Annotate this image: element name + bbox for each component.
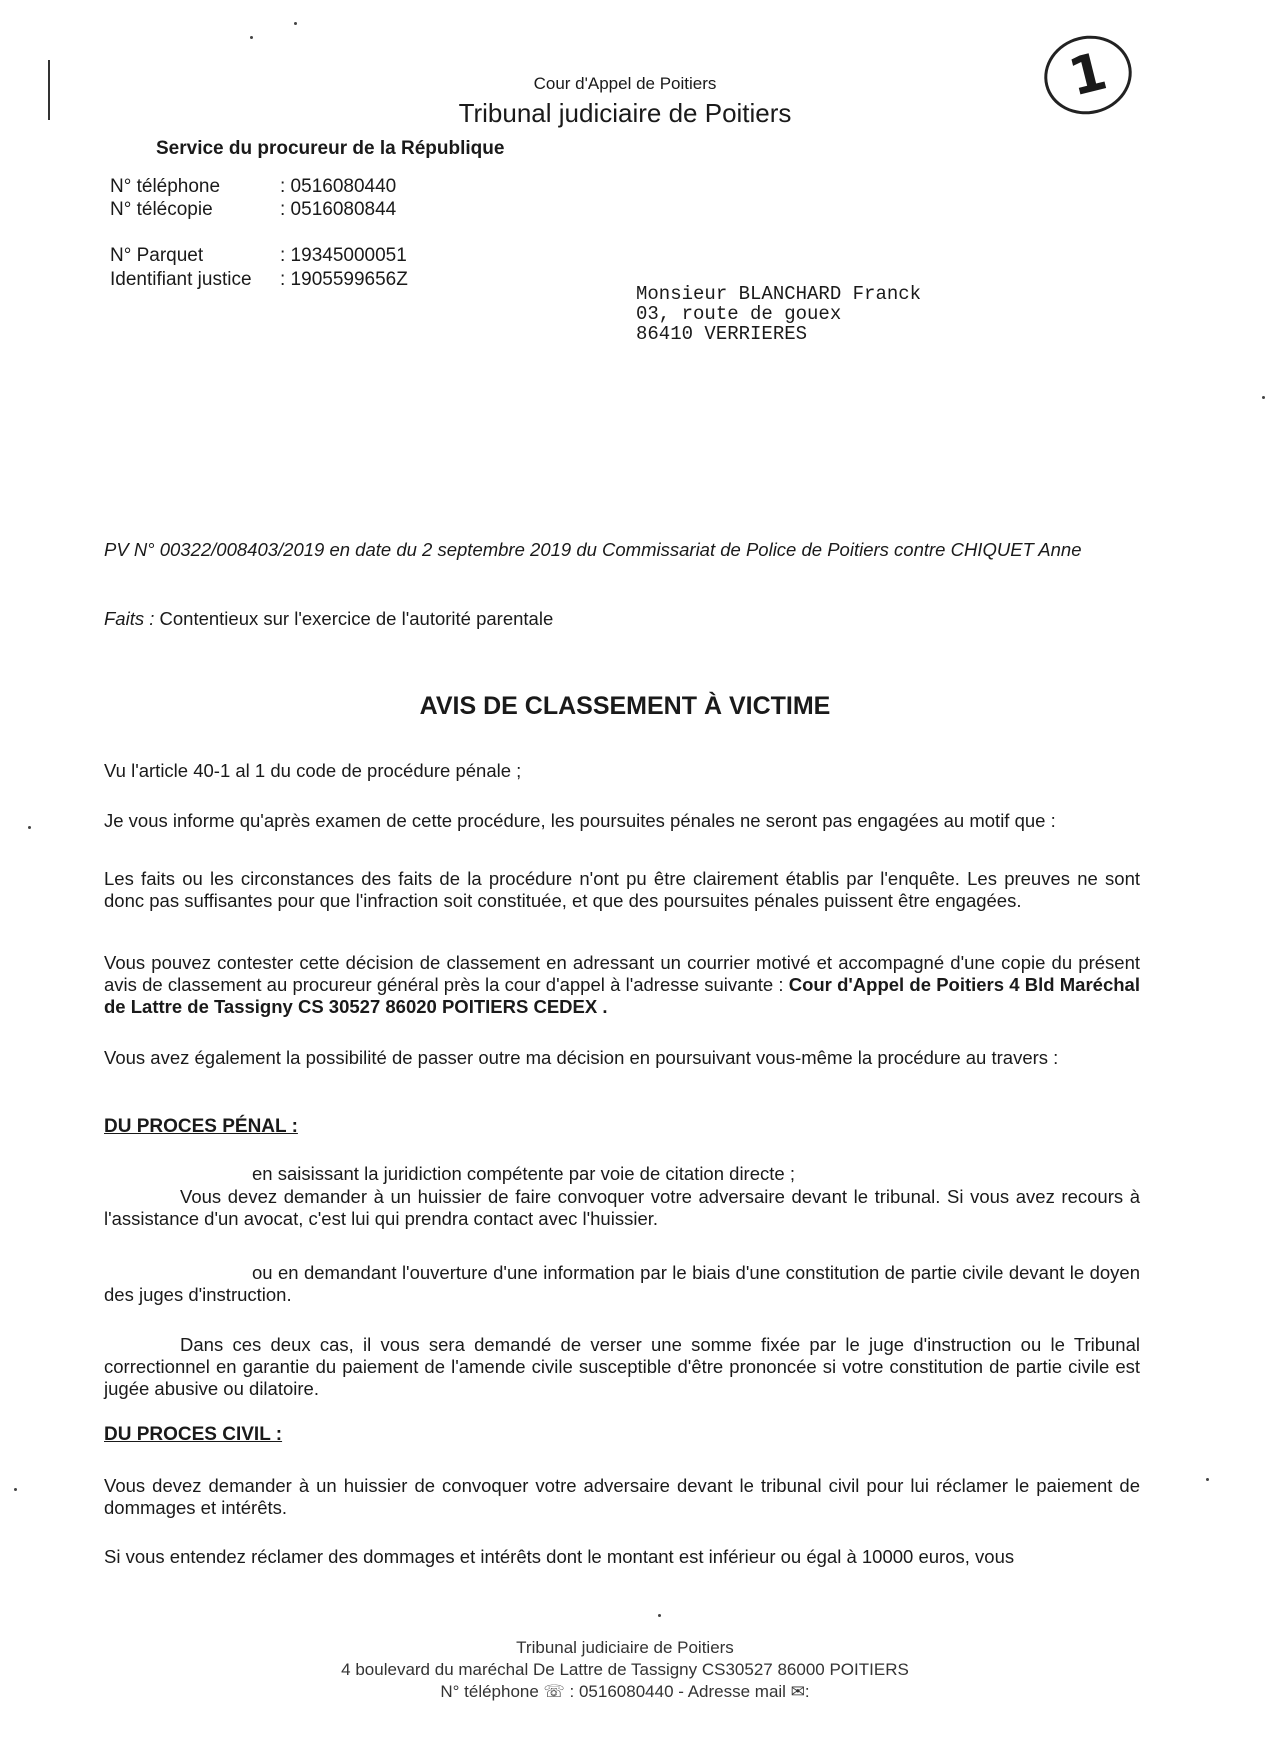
legal-basis: Vu l'article 40-1 al 1 du code de procédure pénale ; [104, 760, 522, 781]
penal-instruction: ou en demandant l'ouverture d'une information par le biais d'une constitution de partie civile devant le doyen des juges d'instruction. [104, 1262, 1140, 1305]
section-civil-heading: DU PROCES CIVIL : [104, 1424, 283, 1445]
civil-huissier: Vous devez demander à un huissier de convoquer votre adversaire devant le tribunal civil pour lui réclamer le paiement de dommages et intérêts. [104, 1475, 1140, 1518]
document-title: AVIS DE CLASSEMENT À VICTIME [419, 692, 831, 720]
penal-huissier: Vous devez demander à un huissier de faire convoquer votre adversaire devant le tribunal. Si vous avez recours à l'assistance d'un avocat, c'est lui qui prendra contact avec l'huissier. [104, 1186, 1140, 1229]
tribunal-name: Tribunal judiciaire de Poitiers [458, 98, 792, 128]
scan-speck [14, 1488, 17, 1491]
pv-reference: PV N° 00322/008403/2019 en date du 2 septembre 2019 du Commissariat de Police de Poitiers contre CHIQUET Anne [104, 539, 1082, 560]
scan-speck [1206, 1478, 1209, 1481]
faits-line [104, 608, 1140, 630]
phone-label: N° téléphone [110, 176, 221, 197]
recipient-name: Monsieur BLANCHARD Franck [636, 283, 922, 305]
footer-tribunal: Tribunal judiciaire de Poitiers [516, 1638, 734, 1657]
recipient-city: 86410 VERRIERES [636, 323, 808, 345]
penal-direct-citation: en saisissant la juridiction compétente par voie de citation directe ; [252, 1163, 795, 1184]
contest-text: Vous pouvez contester cette décision de classement en adressant un courrier motivé et accompagné d'une copie du présent avis de classement au procureur général près la cour d'appel à l'adresse suivante : [104, 952, 1140, 995]
scan-speck [658, 1614, 661, 1617]
parquet-value: : 19345000051 [280, 245, 407, 266]
faits-value: Contentieux sur l'exercice de l'autorité parentale [154, 608, 554, 629]
justice-id-value: : 1905599656Z [280, 269, 408, 290]
footer-contact: N° téléphone ☏ : 0516080440 - Adresse mail ✉: [440, 1682, 810, 1701]
page-number-mark: 1 [1036, 27, 1140, 124]
scan-speck [250, 36, 253, 39]
recipient-street: 03, route de gouex [636, 303, 842, 325]
penal-amende: Dans ces deux cas, il vous sera demandé de verser une somme fixée par le juge d'instruction ou le Tribunal correctionnel en garantie du paiement de l'amende civile susceptible d'être prononcée si votre constitution de partie civile est jugée abusive ou dilatoire. [104, 1334, 1140, 1399]
justice-id-label: Identifiant justice [110, 269, 252, 290]
scan-speck [294, 22, 297, 25]
civil-amount: Si vous entendez réclamer des dommages et intérêts dont le montant est inférieur ou égal à 10000 euros, vous [104, 1546, 1015, 1567]
decision-intro: Je vous informe qu'après examen de cette procédure, les poursuites pénales ne seront pas engagées au motif que : [104, 810, 1056, 831]
service-name: Service du procureur de la République [156, 138, 505, 159]
phone-value: : 0516080440 [280, 176, 397, 197]
fax-value: : 0516080844 [280, 199, 397, 220]
contest-paragraph [104, 952, 1140, 1018]
decision-reason: Les faits ou les circonstances des faits de la procédure n'ont pu être clairement établis par l'enquête. Les preuves ne sont donc pas suffisantes pour que l'infraction soit constituée, et que des poursuites pénales puissent être engagées. [104, 868, 1140, 911]
scan-speck [1262, 396, 1265, 399]
scan-speck [28, 826, 31, 829]
appeal-address: Cour d'Appel de Poitiers 4 Bld Maréchal de Lattre de Tassigny CS 30527 86020 POITIERS CEDEX . [104, 974, 1140, 1017]
footer-address: 4 boulevard du maréchal De Lattre de Tassigny CS30527 86000 POITIERS [341, 1660, 909, 1679]
parquet-label: N° Parquet [110, 245, 204, 266]
fax-label: N° télécopie [110, 199, 213, 220]
faits-label: Faits : [104, 608, 155, 629]
alternative-paragraph: Vous avez également la possibilité de passer outre ma décision en poursuivant vous-même la procédure au travers : [104, 1047, 1059, 1068]
section-penal-heading: DU PROCES PÉNAL : [104, 1116, 298, 1137]
court-name: Cour d'Appel de Poitiers [533, 74, 717, 93]
